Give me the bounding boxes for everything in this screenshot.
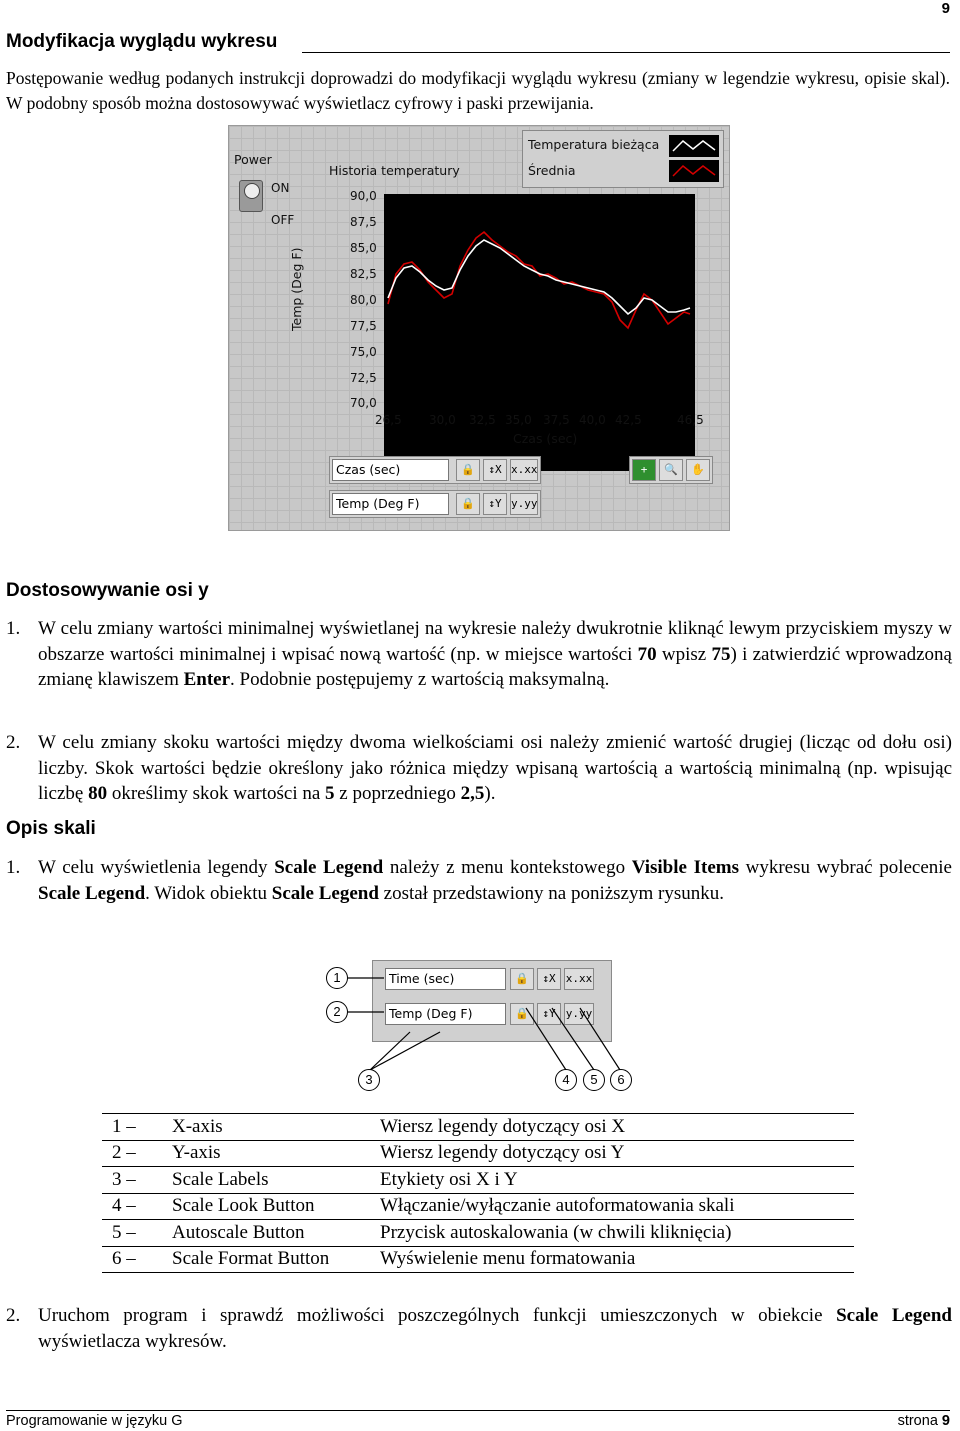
step-2-run-program: 2. Uruchom program i sprawdź możliwości poszczególnych funkcji umieszczonych w obiekcie Scale Legend wyświetlacza wykresów. [6, 1305, 952, 1352]
callout-6: 6 [610, 1069, 632, 1091]
step-number: 2. [6, 1305, 21, 1326]
graph-plot-area[interactable] [384, 194, 695, 471]
x-format-button[interactable]: x.xx [564, 968, 594, 990]
callout-5: 5 [583, 1069, 605, 1091]
y-autoscale-button[interactable]: ↕Y [537, 1003, 561, 1025]
y-scale-name-field[interactable]: Temp (Deg F) [332, 493, 449, 515]
step-1-scale-legend: 1. W celu wyświetlenia legendy Scale Legend należy z menu kontekstowego Visible Items wykresu wybrać polecenie Scale Legend. Widok obiektu Scale Legend został przedstawiony na poniższym rysunku. [6, 857, 952, 904]
step-1-y-axis: 1. W celu zmiany wartości minimalnej wyświetlanej na wykresie należy dwukrotnie kliknąć lewym przyciskiem myszy w obszarze wartości minimalnej i wpisać nową wartość (np. w miejsce wartości 70 wpisz 75) i zatwierdzić wprowadzoną zmianę klawiszem Enter. Podobnie postępujemy z wartością maksymalną. [6, 618, 952, 690]
plot-legend[interactable] [522, 130, 724, 188]
y-tick: 87,5 [350, 215, 377, 229]
scale-legend-x-row [329, 456, 541, 484]
legend-series-current: Temperatura bieżąca [528, 137, 660, 152]
legend-swatch-red [669, 160, 719, 182]
table-row: 4 – Scale Look Button Włączanie/wyłączanie autoformatowania skali [102, 1193, 854, 1220]
x-tick: 46,5 [677, 413, 704, 427]
graph-title: Historia temperatury [329, 163, 460, 178]
y-tick: 82,5 [350, 267, 377, 281]
step-number: 2. [6, 732, 21, 753]
callout-2: 2 [326, 1001, 348, 1023]
y-tick: 85,0 [350, 241, 377, 255]
x-tick: 37,5 [543, 413, 570, 427]
step-number: 1. [6, 618, 21, 639]
time-scale-field[interactable]: Time (sec) [385, 968, 506, 990]
front-panel-figure [228, 125, 730, 531]
y-tick: 77,5 [350, 319, 377, 333]
power-switch[interactable] [239, 180, 263, 212]
y-autoscale-button[interactable]: ↕Y [483, 493, 507, 515]
step-2-y-axis: 2. W celu zmiany skoku wartości między dwoma wielkościami osi należy zmienić wartość drugiej (licząc od dołu osi) liczby. Skok wartości będzie określony jako różnica między wpisaną wartością a wartością minimalną (np. wpisując liczbę 80 określimy skok wartości na 5 z poprzedniego 2,5). [6, 732, 952, 804]
lock-icon[interactable]: 🔒 [510, 968, 534, 990]
y-tick: 75,0 [350, 345, 377, 359]
x-scale-name-field[interactable]: Czas (sec) [332, 459, 449, 481]
page-number: 9 [941, 0, 950, 17]
x-autoscale-button[interactable]: ↕X [483, 459, 507, 481]
table-row: 2 – Y-axis Wiersz legendy dotyczący osi Y [102, 1140, 854, 1167]
zoom-icon[interactable]: 🔍 [659, 459, 683, 481]
x-tick: 32,5 [469, 413, 496, 427]
x-tick: 40,0 [579, 413, 606, 427]
lock-icon[interactable]: 🔒 [510, 1003, 534, 1025]
x-tick: 42,5 [615, 413, 642, 427]
y-axis-label: Temp (Deg F) [289, 247, 304, 331]
heading-opis-skali: Opis skali [6, 818, 96, 839]
y-tick: 70,0 [350, 396, 377, 410]
x-format-button[interactable]: x.xx [510, 459, 538, 481]
graph-traces [384, 194, 695, 471]
legend-swatch-white [669, 135, 719, 157]
power-label: Power [234, 152, 272, 167]
on-label: ON [271, 181, 290, 195]
table-row: 5 – Autoscale Button Przycisk autoskalowania (w chwili kliknięcia) [102, 1220, 854, 1247]
y-tick: 72,5 [350, 371, 377, 385]
callout-3: 3 [358, 1069, 380, 1091]
scale-legend-table [102, 1113, 854, 1273]
y-tick: 80,0 [350, 293, 377, 307]
title-rule [302, 52, 950, 53]
heading-y-axis: Dostosowywanie osi y [6, 580, 209, 601]
x-tick: 26,5 [375, 413, 402, 427]
y-tick: 90,0 [350, 189, 377, 203]
legend-series-average: Średnia [528, 163, 576, 178]
footer-rule [6, 1410, 950, 1411]
hand-pan-icon[interactable]: ✋ [686, 459, 710, 481]
table-row: 1 – X-axis Wiersz legendy dotyczący osi X [102, 1114, 854, 1141]
callout-1: 1 [326, 967, 348, 989]
table-row: 3 – Scale Labels Etykiety osi X i Y [102, 1167, 854, 1194]
x-tick: 35,0 [505, 413, 532, 427]
x-autoscale-button[interactable]: ↕X [537, 968, 561, 990]
step-number: 1. [6, 857, 21, 878]
y-format-button[interactable]: y.yy [510, 493, 538, 515]
x-axis-label: Czas (sec) [513, 431, 578, 446]
lock-icon[interactable]: 🔒 [456, 459, 480, 481]
crosshair-icon[interactable]: + [632, 459, 656, 481]
lock-icon[interactable]: 🔒 [456, 493, 480, 515]
table-row: 6 – Scale Format Button Wyświelenie menu formatowania [102, 1246, 854, 1273]
footer-page: strona 9 [897, 1413, 950, 1429]
off-label: OFF [271, 213, 295, 227]
temp-scale-field[interactable]: Temp (Deg F) [385, 1003, 506, 1025]
footer-title: Programowanie w języku G [6, 1413, 183, 1429]
x-tick: 30,0 [429, 413, 456, 427]
callout-lines [0, 950, 960, 1100]
scale-legend-y-row [329, 490, 541, 518]
graph-palette [629, 456, 713, 484]
callout-4: 4 [555, 1069, 577, 1091]
y-format-button[interactable]: y.yy [564, 1003, 594, 1025]
intro-paragraph: Postępowanie według podanych instrukcji doprowadzi do modyfikacji wyglądu wykresu (zmiany w legendzie wykresu, opisie skal). W podobny sposób można dostosowywać wyświetlacz cyfrowy i paski przewijania. [6, 68, 950, 113]
section-title: Modyfikacja wyglądu wykresu [6, 31, 278, 52]
